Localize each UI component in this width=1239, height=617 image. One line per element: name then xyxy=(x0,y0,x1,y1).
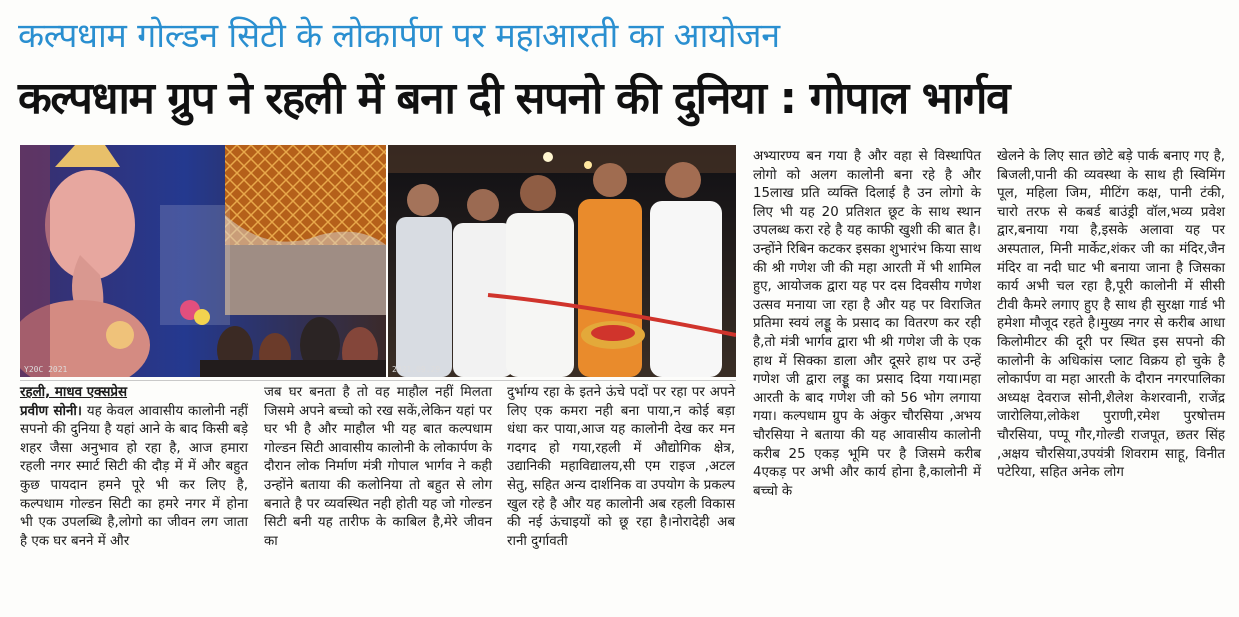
column-2-text: जब घर बनता है तो वह माहौल नहीं मिलता जिसमे अपने बच्चो को रख सकें,लेकिन यहां पर घर भी है और माहौल भी यह बात कल्पधाम गोल्डन सिटी आवासीय कालोनी के लोकार्पण के दौरान लोक निर्माण मंत्री गोपाल भार्गव ने कही उन्होंने बताया की कलोनिया तो बहुत से लोग बनाते है पर व्यवस्थित नही होती यह जो गोल्डन सिटी बनी यह तारीफ के काबिल है,मेरे जीवन का xyxy=(264,385,492,549)
article-column-2 xyxy=(264,384,492,551)
article-column-3 xyxy=(507,384,735,551)
ribbon-cutting-photo xyxy=(388,145,736,377)
column-3-text: दुर्भाग्य रहा के इतने ऊंचे पदों पर रहा पर अपने लिए एक कमरा नही बना पाया,न कोई बड़ा धंधा कर पाया,आज यह कालोनी देख कर मन गदगद हो गया,रहली में औद्योगिक क्षेत्र, उद्यानिकी महाविद्यालय,सी एम राइज ,अटल सेतु, सहित अन्य दार्शनिक वा उपयोग के प्रकल्प खुल रहे है और यह कालोनी अब रहली विकास की नई ऊंचाइयों को छू रहा है।नोरादेही अब रानी दुर्गावती xyxy=(507,385,735,549)
subheadline: कल्पधाम गोल्डन सिटी के लोकार्पण पर महाआरती का आयोजन xyxy=(18,16,780,56)
dateline: रहली, माधव एक्सप्रेस xyxy=(20,385,128,400)
ganesh-idol-photo xyxy=(20,145,386,377)
reporter: प्रवीण सोनी। xyxy=(20,403,82,419)
photo2-stamp: 2021.09.29 xyxy=(392,365,441,374)
article-column-1 xyxy=(20,384,248,551)
headline: कल्पधाम ग्रुप ने रहली में बना दी सपनो की दुनिया : गोपाल भार्गव xyxy=(18,73,1010,124)
column-4-text: अभ्यारण्य बन गया है और वहा से विस्थापित लोगो को अलग कालोनी बना रहे है और 15लाख प्रति व्यक्ति दिलाई है उन लोगो के लिए भी यह 20 प्रतिशत छूट के साथ स्थान उपलब्ध करा रहे है यह काफी खुशी की बात है। उन्होंने रिबिन कटकर इसका शुभारंभ किया साथ की श्री गणेश जी की महा आरती में भी शामिल हुए, आयोजक द्वारा यह पर दस दिवसीय गणेश उत्सव मनाया जा रहा है और यह पर विराजित प्रतिमा स्वयं लड्डू के प्रसाद का वितरण कर रही है,तो मंत्री भार्गव द्वारा भी श्री गणेश जी के एक हाथ में सिक्का डाला और दूसरे हाथ पर उन्हें गणेश जी द्वारा लड्डू का प्रसाद दिया गया।महा आरती के बाद गणेश जी को 56 भोग लगाया गया। कल्पधाम ग्रुप के अंकुर चौरसिया ,अभय चौरसिया ने बताया की यह आवासीय कालोनी करीब 25 एकड़ भूमि पर है जिसमे करीब 4एकड़ पर अभी और कार्य होना है,कालोनी में बच्चो के xyxy=(753,149,981,499)
photo1-stamp: Y20C 2021 xyxy=(24,365,68,374)
column-5-text: खेलने के लिए सात छोटे बड़े पार्क बनाए गए है, बिजली,पानी की व्यवस्था के साथ ही स्विमिंग पूल, महिला जिम, मीटिंग कक्ष, पानी टंकी, चारो तरफ से कबर्ड बाउंड्री वॉल,भव्य प्रवेश द्वार,बनाया गया है,इसके अलावा यह पर अस्पताल, मिनी मार्केट,शंकर जी का मंदिर,जैन मंदिर वा नदी घाट भी बनाया जाना है जिसका कार्य अभी चल रहा है,पूरी कालोनी में सीसी टीवी कैमरे लगाए हुए है साथ ही सुरक्षा गार्ड भी हमेशा मौजूद रहते है।मुख्य नगर से करीब आधा किलोमीटर की दूरी पर स्थित इस सपनो की कालोनी के अधिकांस प्लाट विक्रय हो चुके है लोकार्पण वा महा आरती के दौरान नगरपालिका अध्यक्ष देवराज सोनी,शैलेश केशरवानी, राजेंद्र जारोलिया,लोकेश पुराणी,रमेश पुरषोत्तम चौरसिया, पप्पू गौर,गोल्डी राजपूत, छतर सिंह ,अक्षय चौरसिया,उपयंत्री शिवराम साहू, विनीत पटेरिया, सहित अनेक लोग xyxy=(997,149,1225,481)
photo-divider xyxy=(20,380,736,381)
article-column-4 xyxy=(753,148,981,501)
article-column-5 xyxy=(997,148,1225,483)
column-1-text: यह केवल आवासीय कालोनी नहीं सपनो की दुनिया है यहां आने के बाद किसी बड़े शहर जैसा अनुभाव हो रहा है, आज हमारा रहली नगर स्मार्ट सिटी की दौड़ में में और बहुत कुछ पायदान हमने पूरे भी कर लिए है, कल्पधाम गोल्डन सिटी का हमरे नगर में होना भी एक उपलब्धि है,लोगो का जीवन लग जाता है एक घर बनने में और xyxy=(20,403,248,549)
